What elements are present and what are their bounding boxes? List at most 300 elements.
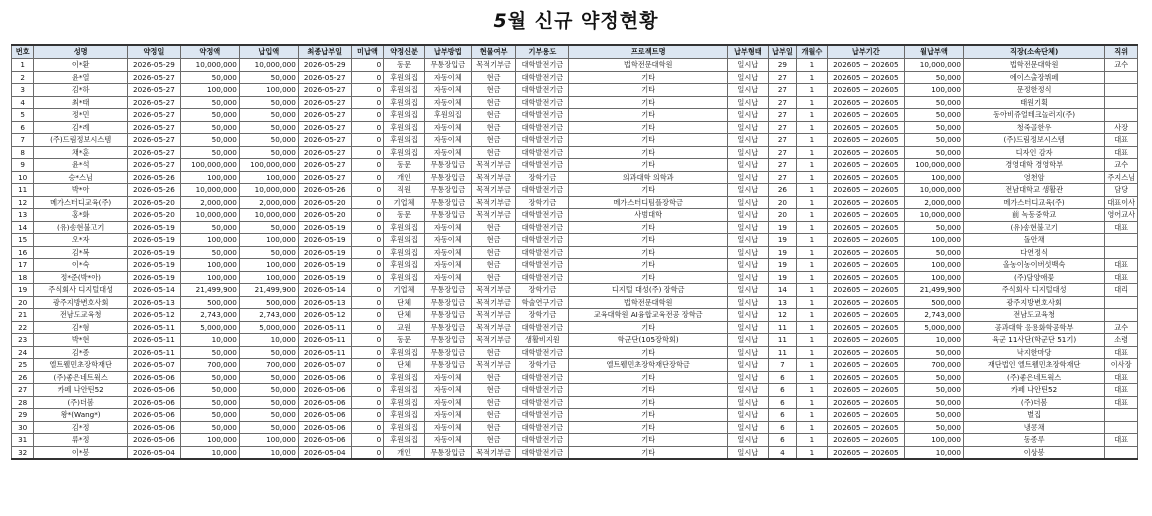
col-position-cell [1105, 246, 1138, 259]
col-position-cell [1105, 296, 1138, 309]
col-workplace-cell: 前 녹동중학교 [963, 209, 1104, 222]
col-pledge-status-cell: 동문 [384, 59, 425, 72]
col-payment-type-cell: 일시납 [728, 309, 769, 322]
col-monthly-cell: 50,000 [904, 121, 963, 134]
col-pledge-amount-cell: 10,000 [180, 334, 239, 347]
col-payment-day-cell: 29 [768, 59, 796, 72]
col-last-paid-date-cell: 2026-05-19 [298, 221, 351, 234]
col-in-kind-cell: 목적기부금 [471, 59, 516, 72]
col-payment-day-cell: 11 [768, 346, 796, 359]
col-monthly-cell: 700,000 [904, 359, 963, 372]
col-purpose-cell: 대학발전기금 [516, 384, 569, 397]
col-no-cell: 28 [12, 396, 34, 409]
col-monthly-cell: 5,000,000 [904, 321, 963, 334]
col-no-cell: 14 [12, 221, 34, 234]
col-unpaid-cell: 0 [351, 234, 384, 247]
page-title [0, 6, 1152, 33]
table-row [12, 321, 1138, 334]
col-last-paid-date-cell: 2026-05-27 [298, 146, 351, 159]
col-paid-amount-cell: 50,000 [239, 371, 298, 384]
col-no-cell: 10 [12, 171, 34, 184]
table-row [12, 84, 1138, 97]
col-workplace-cell: 태원기획 [963, 96, 1104, 109]
col-workplace-cell: 재단법인 엘트웰민초장학재단 [963, 359, 1104, 372]
col-payment-day-cell: 11 [768, 334, 796, 347]
col-payment-day-cell: 20 [768, 209, 796, 222]
col-pledge-amount-cell: 100,000 [180, 234, 239, 247]
col-last-paid-date-cell: 2026-05-06 [298, 409, 351, 422]
col-in-kind-cell: 목적기부금 [471, 159, 516, 172]
col-paid-amount-cell: 50,000 [239, 96, 298, 109]
col-workplace-cell: 에이스출장뷔페 [963, 71, 1104, 84]
col-in-kind-cell: 현금 [471, 121, 516, 134]
col-monthly-cell: 2,000,000 [904, 196, 963, 209]
col-paid-amount-cell: 50,000 [239, 134, 298, 147]
col-months-cell: 1 [797, 409, 828, 422]
col-payment-type-cell: 일시납 [728, 221, 769, 234]
col-payment-day-cell: 20 [768, 196, 796, 209]
col-unpaid-cell: 0 [351, 296, 384, 309]
table-row [12, 59, 1138, 72]
table-row [12, 346, 1138, 359]
col-purpose-cell: 대학발전기금 [516, 234, 569, 247]
col-months-cell: 1 [797, 296, 828, 309]
col-in-kind-cell: 현금 [471, 246, 516, 259]
col-payment-type-cell: 일시납 [728, 146, 769, 159]
col-pledge-status-cell: 후원의집 [384, 134, 425, 147]
col-no-cell: 31 [12, 434, 34, 447]
col-project-cell: 기타 [569, 234, 728, 247]
col-project-cell: 기타 [569, 121, 728, 134]
col-no-cell: 5 [12, 109, 34, 122]
col-paid-amount-cell: 50,000 [239, 421, 298, 434]
col-name-cell: 윤*열 [34, 71, 128, 84]
col-pledge-amount-cell: 50,000 [180, 146, 239, 159]
table-row [12, 96, 1138, 109]
col-purpose-cell: 대학발전기금 [516, 259, 569, 272]
col-paid-amount-cell: 10,000,000 [239, 209, 298, 222]
col-pledge-date-cell: 2026-05-27 [127, 146, 180, 159]
col-pledge-date-cell: 2026-05-06 [127, 434, 180, 447]
col-months-cell: 1 [797, 309, 828, 322]
col-monthly-cell: 50,000 [904, 421, 963, 434]
col-pledge-date-cell: 2026-05-27 [127, 109, 180, 122]
col-monthly-cell: 2,743,000 [904, 309, 963, 322]
col-no-cell: 24 [12, 346, 34, 359]
col-last-paid-date-cell: 2026-05-06 [298, 371, 351, 384]
col-last-paid-date-cell: 2026-05-27 [298, 121, 351, 134]
col-pledge-status-cell: 교원 [384, 321, 425, 334]
col-pledge-date-cell: 2026-05-06 [127, 409, 180, 422]
col-no-cell: 25 [12, 359, 34, 372]
col-in-kind-cell: 목적기부금 [471, 171, 516, 184]
col-unpaid-cell: 0 [351, 446, 384, 459]
col-name-cell: 김*복 [34, 246, 128, 259]
col-purpose-cell: 대학발전기금 [516, 446, 569, 459]
col-pledge-status-cell: 후원의집 [384, 121, 425, 134]
col-payment-method-cell: 자동이체 [424, 384, 471, 397]
col-payment-method-cell: 자동이체 [424, 234, 471, 247]
col-period-cell: 202605 ~ 202605 [827, 259, 904, 272]
col-last-paid-date-cell: 2026-05-14 [298, 284, 351, 297]
col-in-kind-cell: 현금 [471, 109, 516, 122]
col-purpose-cell: 학술연구기금 [516, 296, 569, 309]
col-position-cell: 대표 [1105, 371, 1138, 384]
col-monthly-cell: 10,000 [904, 334, 963, 347]
col-purpose-cell: 대학발전기금 [516, 209, 569, 222]
col-period-cell: 202605 ~ 202605 [827, 71, 904, 84]
col-workplace-cell: 경영대학 경영학부 [963, 159, 1104, 172]
col-position-cell: 영어교사 [1105, 209, 1138, 222]
col-period-cell: 202605 ~ 202605 [827, 371, 904, 384]
col-pledge-status-cell: 기업체 [384, 284, 425, 297]
col-pledge-status-cell: 후원의집 [384, 84, 425, 97]
col-name-cell: 최*태 [34, 96, 128, 109]
col-workplace-cell: 카페 나안틴52 [963, 384, 1104, 397]
col-purpose-cell: 대학발전기금 [516, 371, 569, 384]
col-position-cell: 대표 [1105, 346, 1138, 359]
col-payment-method-cell: 후원의집 [424, 109, 471, 122]
col-monthly-cell: 50,000 [904, 409, 963, 422]
col-period-cell: 202605 ~ 202605 [827, 321, 904, 334]
col-pledge-amount-cell: 50,000 [180, 396, 239, 409]
col-paid-amount-cell: 100,000 [239, 259, 298, 272]
col-months-cell: 1 [797, 109, 828, 122]
col-no-cell: 6 [12, 121, 34, 134]
col-pledge-status-cell: 후원의집 [384, 396, 425, 409]
table-row [12, 209, 1138, 222]
col-in-kind-cell: 현금 [471, 259, 516, 272]
col-payment-day-cell: 26 [768, 184, 796, 197]
col-monthly-cell: 500,000 [904, 296, 963, 309]
col-payment-method-cell: 자동이체 [424, 421, 471, 434]
header-col-project: 프로젝트명 [569, 45, 728, 59]
col-last-paid-date-cell: 2026-05-27 [298, 171, 351, 184]
col-pledge-date-cell: 2026-05-11 [127, 321, 180, 334]
col-period-cell: 202605 ~ 202605 [827, 134, 904, 147]
header-col-payment-method: 납부방법 [424, 45, 471, 59]
col-pledge-status-cell: 개인 [384, 171, 425, 184]
col-pledge-date-cell: 2026-05-27 [127, 96, 180, 109]
col-paid-amount-cell: 100,000,000 [239, 159, 298, 172]
col-in-kind-cell: 현금 [471, 96, 516, 109]
col-name-cell: 김*정 [34, 421, 128, 434]
col-position-cell: 담당 [1105, 184, 1138, 197]
col-monthly-cell: 50,000 [904, 71, 963, 84]
col-position-cell: 교수 [1105, 59, 1138, 72]
col-last-paid-date-cell: 2026-05-27 [298, 71, 351, 84]
col-name-cell: 박*아 [34, 184, 128, 197]
col-period-cell: 202605 ~ 202605 [827, 234, 904, 247]
col-in-kind-cell: 현금 [471, 221, 516, 234]
col-payment-type-cell: 일시납 [728, 109, 769, 122]
col-pledge-date-cell: 2026-05-06 [127, 384, 180, 397]
col-payment-method-cell: 자동이체 [424, 96, 471, 109]
col-name-cell: 박*현 [34, 334, 128, 347]
col-pledge-amount-cell: 100,000 [180, 259, 239, 272]
col-pledge-amount-cell: 50,000 [180, 384, 239, 397]
col-last-paid-date-cell: 2026-05-20 [298, 209, 351, 222]
col-payment-method-cell: 무통장입금 [424, 309, 471, 322]
col-paid-amount-cell: 10,000 [239, 446, 298, 459]
col-payment-type-cell: 일시납 [728, 246, 769, 259]
col-period-cell: 202605 ~ 202605 [827, 171, 904, 184]
col-project-cell: 기타 [569, 96, 728, 109]
col-unpaid-cell: 0 [351, 121, 384, 134]
col-project-cell: 기타 [569, 346, 728, 359]
col-payment-type-cell: 일시납 [728, 59, 769, 72]
col-no-cell: 21 [12, 309, 34, 322]
col-paid-amount-cell: 100,000 [239, 271, 298, 284]
col-no-cell: 32 [12, 446, 34, 459]
col-position-cell: 대표 [1105, 271, 1138, 284]
header-row [12, 45, 1138, 59]
col-unpaid-cell: 0 [351, 396, 384, 409]
col-monthly-cell: 50,000 [904, 246, 963, 259]
col-payment-method-cell: 무통장입금 [424, 334, 471, 347]
table-row [12, 359, 1138, 372]
col-in-kind-cell: 현금 [471, 371, 516, 384]
col-workplace-cell: 동아비쥬얼테크놀러지(주) [963, 109, 1104, 122]
table-row [12, 159, 1138, 172]
col-pledge-amount-cell: 50,000 [180, 246, 239, 259]
col-payment-method-cell: 무통장입금 [424, 59, 471, 72]
col-in-kind-cell: 현금 [471, 234, 516, 247]
col-payment-day-cell: 27 [768, 134, 796, 147]
title-text: 월 신규 약정현황 [507, 10, 659, 32]
col-paid-amount-cell: 100,000 [239, 171, 298, 184]
col-position-cell: 교수 [1105, 159, 1138, 172]
col-no-cell: 3 [12, 84, 34, 97]
col-name-cell: (유)송현불고기 [34, 221, 128, 234]
col-workplace-cell: 다연정식 [963, 246, 1104, 259]
col-pledge-status-cell: 후원의집 [384, 96, 425, 109]
col-payment-type-cell: 일시납 [728, 71, 769, 84]
col-workplace-cell: 전남도교육청 [963, 309, 1104, 322]
header-col-name: 성명 [34, 45, 128, 59]
header-col-in-kind: 현물여부 [471, 45, 516, 59]
col-last-paid-date-cell: 2026-05-27 [298, 96, 351, 109]
col-project-cell: 디지털 대성(주) 장학금 [569, 284, 728, 297]
col-no-cell: 13 [12, 209, 34, 222]
col-months-cell: 1 [797, 134, 828, 147]
col-period-cell: 202605 ~ 202605 [827, 146, 904, 159]
col-unpaid-cell: 0 [351, 109, 384, 122]
col-workplace-cell: (주)드림정보시스템 [963, 134, 1104, 147]
col-no-cell: 27 [12, 384, 34, 397]
col-payment-day-cell: 6 [768, 421, 796, 434]
col-last-paid-date-cell: 2026-05-19 [298, 259, 351, 272]
col-months-cell: 1 [797, 421, 828, 434]
col-purpose-cell: 대학발전기금 [516, 146, 569, 159]
col-pledge-status-cell: 후원의집 [384, 371, 425, 384]
col-workplace-cell: (주)좋은네트웍스 [963, 371, 1104, 384]
col-payment-day-cell: 27 [768, 96, 796, 109]
col-last-paid-date-cell: 2026-05-06 [298, 434, 351, 447]
col-period-cell: 202605 ~ 202605 [827, 421, 904, 434]
col-position-cell [1105, 446, 1138, 459]
col-position-cell: 사장 [1105, 121, 1138, 134]
col-payment-day-cell: 12 [768, 309, 796, 322]
col-payment-method-cell: 무통장입금 [424, 359, 471, 372]
table-row [12, 221, 1138, 234]
col-payment-type-cell: 일시납 [728, 434, 769, 447]
col-last-paid-date-cell: 2026-05-12 [298, 309, 351, 322]
col-months-cell: 1 [797, 334, 828, 347]
header-col-payment-day: 납부일 [768, 45, 796, 59]
col-months-cell: 1 [797, 284, 828, 297]
col-last-paid-date-cell: 2026-05-06 [298, 421, 351, 434]
col-pledge-date-cell: 2026-05-27 [127, 84, 180, 97]
col-payment-day-cell: 27 [768, 109, 796, 122]
col-name-cell: 이*봉 [34, 446, 128, 459]
col-pledge-status-cell: 후원의집 [384, 271, 425, 284]
col-project-cell: 기타 [569, 409, 728, 422]
col-pledge-status-cell: 단체 [384, 296, 425, 309]
col-position-cell: 대표 [1105, 221, 1138, 234]
col-period-cell: 202605 ~ 202605 [827, 409, 904, 422]
col-no-cell: 23 [12, 334, 34, 347]
col-period-cell: 202605 ~ 202605 [827, 121, 904, 134]
col-pledge-amount-cell: 50,000 [180, 121, 239, 134]
col-unpaid-cell: 0 [351, 209, 384, 222]
col-project-cell: 법학전문대학원 [569, 296, 728, 309]
col-unpaid-cell: 0 [351, 271, 384, 284]
col-purpose-cell: 대학발전기금 [516, 109, 569, 122]
col-payment-type-cell: 일시납 [728, 121, 769, 134]
col-no-cell: 7 [12, 134, 34, 147]
table-row [12, 309, 1138, 322]
col-payment-type-cell: 일시납 [728, 134, 769, 147]
col-no-cell: 9 [12, 159, 34, 172]
col-pledge-date-cell: 2026-05-11 [127, 346, 180, 359]
col-no-cell: 4 [12, 96, 34, 109]
col-payment-type-cell: 일시납 [728, 371, 769, 384]
col-paid-amount-cell: 50,000 [239, 396, 298, 409]
col-unpaid-cell: 0 [351, 171, 384, 184]
col-payment-method-cell: 자동이체 [424, 71, 471, 84]
col-position-cell: 대표 [1105, 384, 1138, 397]
col-months-cell: 1 [797, 446, 828, 459]
col-months-cell: 1 [797, 71, 828, 84]
col-pledge-amount-cell: 100,000,000 [180, 159, 239, 172]
col-pledge-status-cell: 개인 [384, 446, 425, 459]
col-in-kind-cell: 목적기부금 [471, 184, 516, 197]
col-name-cell: 오*자 [34, 234, 128, 247]
col-payment-method-cell: 무통장입금 [424, 159, 471, 172]
col-unpaid-cell: 0 [351, 59, 384, 72]
col-position-cell [1105, 421, 1138, 434]
col-payment-type-cell: 일시납 [728, 359, 769, 372]
col-payment-type-cell: 일시납 [728, 396, 769, 409]
col-paid-amount-cell: 50,000 [239, 346, 298, 359]
col-payment-type-cell: 일시납 [728, 346, 769, 359]
col-last-paid-date-cell: 2026-05-20 [298, 196, 351, 209]
col-pledge-date-cell: 2026-05-19 [127, 246, 180, 259]
col-project-cell: 기타 [569, 221, 728, 234]
col-pledge-amount-cell: 10,000 [180, 446, 239, 459]
col-name-cell: 김*례 [34, 121, 128, 134]
col-period-cell: 202605 ~ 202605 [827, 209, 904, 222]
col-months-cell: 1 [797, 121, 828, 134]
col-pledge-date-cell: 2026-05-27 [127, 159, 180, 172]
col-last-paid-date-cell: 2026-05-06 [298, 396, 351, 409]
col-in-kind-cell: 현금 [471, 384, 516, 397]
col-paid-amount-cell: 10,000,000 [239, 59, 298, 72]
table-row [12, 121, 1138, 134]
col-paid-amount-cell: 700,000 [239, 359, 298, 372]
col-pledge-amount-cell: 2,743,000 [180, 309, 239, 322]
col-workplace-cell: 별집 [963, 409, 1104, 422]
col-purpose-cell: 장학기금 [516, 171, 569, 184]
table-row [12, 234, 1138, 247]
col-project-cell: 법학전문대학원 [569, 59, 728, 72]
table-row [12, 146, 1138, 159]
col-in-kind-cell: 목적기부금 [471, 446, 516, 459]
col-pledge-amount-cell: 10,000,000 [180, 184, 239, 197]
col-project-cell: 기타 [569, 271, 728, 284]
col-project-cell: 기타 [569, 321, 728, 334]
col-pledge-status-cell: 후원의집 [384, 346, 425, 359]
table-row [12, 396, 1138, 409]
col-monthly-cell: 50,000 [904, 371, 963, 384]
col-workplace-cell: 낙지한마당 [963, 346, 1104, 359]
col-last-paid-date-cell: 2026-05-27 [298, 84, 351, 97]
col-workplace-cell: 디자인 감자 [963, 146, 1104, 159]
col-unpaid-cell: 0 [351, 409, 384, 422]
table-row [12, 371, 1138, 384]
col-period-cell: 202605 ~ 202605 [827, 446, 904, 459]
col-payment-type-cell: 일시납 [728, 184, 769, 197]
col-months-cell: 1 [797, 371, 828, 384]
col-payment-method-cell: 자동이체 [424, 146, 471, 159]
col-months-cell: 1 [797, 384, 828, 397]
col-name-cell: 홍*화 [34, 209, 128, 222]
col-workplace-cell: 돌안채 [963, 234, 1104, 247]
col-unpaid-cell: 0 [351, 134, 384, 147]
col-payment-type-cell: 일시납 [728, 259, 769, 272]
col-last-paid-date-cell: 2026-05-27 [298, 134, 351, 147]
col-pledge-date-cell: 2026-05-26 [127, 184, 180, 197]
col-position-cell: 소령 [1105, 334, 1138, 347]
col-payment-method-cell: 자동이체 [424, 409, 471, 422]
col-last-paid-date-cell: 2026-05-29 [298, 59, 351, 72]
col-project-cell: 엘트웰민초장학재단장학금 [569, 359, 728, 372]
col-monthly-cell: 50,000 [904, 146, 963, 159]
col-workplace-cell: 메가스터디교육(주) [963, 196, 1104, 209]
col-purpose-cell: 대학발전기금 [516, 184, 569, 197]
table-row [12, 446, 1138, 459]
col-unpaid-cell: 0 [351, 371, 384, 384]
col-no-cell: 19 [12, 284, 34, 297]
col-pledge-status-cell: 동문 [384, 159, 425, 172]
col-monthly-cell: 50,000 [904, 96, 963, 109]
col-project-cell: 기타 [569, 371, 728, 384]
col-paid-amount-cell: 100,000 [239, 84, 298, 97]
col-monthly-cell: 50,000 [904, 384, 963, 397]
col-no-cell: 18 [12, 271, 34, 284]
col-last-paid-date-cell: 2026-05-27 [298, 159, 351, 172]
col-months-cell: 1 [797, 146, 828, 159]
col-position-cell: 대표 [1105, 434, 1138, 447]
col-unpaid-cell: 0 [351, 246, 384, 259]
col-name-cell: 윤*석 [34, 159, 128, 172]
col-name-cell: (주)드림정보시스템 [34, 134, 128, 147]
col-unpaid-cell: 0 [351, 309, 384, 322]
col-in-kind-cell: 현금 [471, 434, 516, 447]
col-workplace-cell: 올농이농이버섯백숙 [963, 259, 1104, 272]
col-pledge-status-cell: 후원의집 [384, 146, 425, 159]
